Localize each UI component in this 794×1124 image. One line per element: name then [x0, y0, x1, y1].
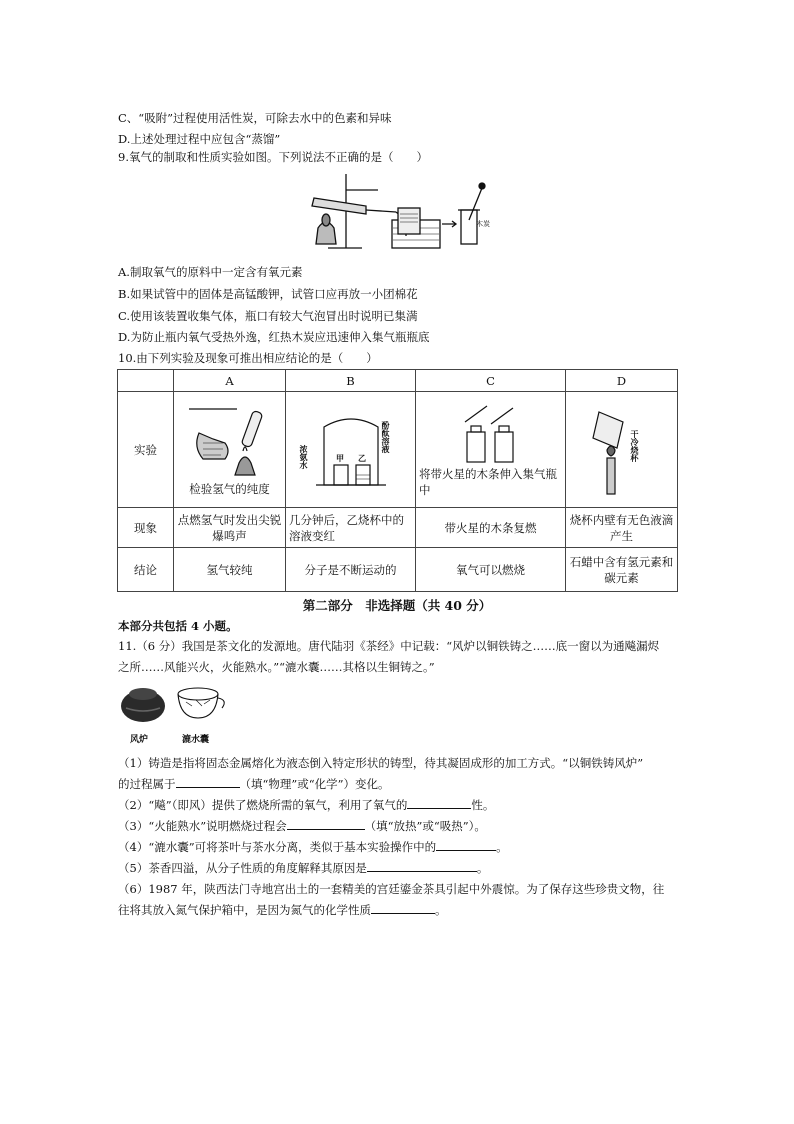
conclusion-a: 氢气较纯	[174, 548, 286, 592]
oxygen-apparatus-figure	[296, 168, 492, 256]
q11-sub4	[118, 839, 508, 855]
q11-sub6-text-b: 。	[435, 903, 447, 917]
charcoal-label: 木炭	[476, 220, 490, 228]
table-row-conclusion	[118, 548, 678, 592]
label-conc-ammonia: 浓氨水	[298, 444, 309, 469]
part2-intro: 本部分共包括 4 小题。	[118, 619, 238, 633]
conclusion-c: 氧气可以燃烧	[416, 548, 566, 592]
wind-furnace-image	[118, 684, 168, 724]
ammonia-diffusion-figure	[296, 405, 406, 495]
row-label-phenomenon: 现象	[118, 508, 174, 548]
label-yi: 乙	[357, 452, 366, 463]
row-label-experiment: 实验	[118, 392, 174, 508]
q11-sub1-text-b: （填“物理”或“化学”）变化。	[239, 777, 390, 791]
q11-sub3-answer-blank[interactable]	[287, 818, 365, 830]
header-c: C	[416, 370, 566, 392]
q11-sub1-text-a: 的过程属于	[118, 777, 176, 791]
q11-sub5-text-a: （5）茶香四溢，从分子性质的角度解释其原因是	[118, 861, 367, 875]
label-dry-cold-beaker: 干冷烧杯	[629, 429, 640, 462]
q11-sub5-answer-blank[interactable]	[367, 860, 477, 872]
q9-option-d: D.为防止瓶内氧气受热外逸，红热木炭应迅速伸入集气瓶瓶底	[118, 330, 430, 344]
header-d: D	[566, 370, 678, 392]
q8-option-d: D.上述处理过程中应包含“蒸馏”	[118, 132, 281, 146]
q11-sub6-answer-blank[interactable]	[371, 902, 435, 914]
water-filter-bag-image	[172, 684, 228, 724]
experiment-a	[174, 392, 286, 508]
hydrogen-purity-test-figure	[185, 403, 275, 481]
q11-sub1-line1: （1）铸造是指将固态金属熔化为液态倒入特定形状的铸型，待其凝固成形的加工方式。“以铜铁铸风炉”	[118, 756, 644, 770]
q11-sub3-text-b: （填“放热”或“吸热”）。	[364, 819, 486, 833]
experiment-a-caption: 检验氢气的纯度	[189, 481, 270, 496]
q11-sub3	[118, 818, 486, 834]
q11-sub3-text-a: （3）“火能熟水”说明燃烧过程会	[118, 819, 287, 833]
phenomenon-b: 几分钟后，乙烧杯中的溶液变红	[286, 508, 416, 548]
q9-option-c: C.使用该装置收集气体，瓶口有较大气泡冒出时说明已集满	[118, 309, 418, 323]
experiment-c	[416, 392, 566, 508]
caption-wind-furnace: 风炉	[130, 735, 149, 745]
q11-sub2-text-a: （2）“飚”（即风）提供了燃烧所需的氧气，利用了氧气的	[118, 798, 408, 812]
q10-experiment-table	[117, 369, 678, 592]
table-row-phenomenon	[118, 508, 678, 548]
phenomenon-d: 烧杯内壁有无色液滴产生	[566, 508, 678, 548]
header-a: A	[174, 370, 286, 392]
q9-option-b: B.如果试管中的固体是高锰酸钾，试管口应再放一小团棉花	[118, 287, 418, 301]
q11-sub6-line2	[118, 902, 447, 918]
q11-stem-line2: 之所……风能兴火，火能熟水。”“漉水囊……其格以生铜铸之。”	[118, 660, 435, 674]
gas-jars-splint-figure	[441, 402, 541, 466]
experiment-c-caption: 将带火星的木条伸入集气瓶中	[419, 466, 557, 497]
q10-stem: 10.由下列实验及现象可推出相应结论的是（ ）	[118, 351, 378, 365]
q11-sub4-text-b: 。	[496, 840, 508, 854]
label-phenolphthalein: 酚酞溶液	[380, 420, 391, 453]
q11-sub4-text-a: （4）“漉水囊”可将茶叶与茶水分离，类似于基本实验操作中的	[118, 840, 437, 854]
q11-sub2	[118, 797, 494, 813]
q11-sub2-answer-blank[interactable]	[407, 797, 471, 809]
phenomenon-a: 点燃氢气时发出尖锐爆鸣声	[174, 508, 286, 548]
conclusion-d: 石蜡中含有氢元素和碳元素	[566, 548, 678, 592]
q11-sub6-text-a: 往将其放入氮气保护箱中，是因为氮气的化学性质	[118, 903, 371, 917]
q11-sub2-text-b: 性。	[471, 798, 495, 812]
experiment-d	[566, 392, 678, 508]
q9-option-a: A.制取氧气的原料中一定含有氧元素	[118, 265, 303, 279]
q11-sub5	[118, 860, 488, 876]
q9-stem: 9.氧气的制取和性质实验如图。下列说法不正确的是（ ）	[118, 150, 428, 164]
q11-sub4-answer-blank[interactable]	[436, 839, 496, 851]
row-label-conclusion: 结论	[118, 548, 174, 592]
q8-option-c: C、“吸附”过程使用活性炭，可除去水中的色素和异味	[118, 111, 392, 125]
q11-sub1-answer-blank[interactable]	[176, 776, 240, 788]
q11-sub5-text-b: 。	[476, 861, 489, 875]
experiment-b	[286, 392, 416, 508]
conclusion-b: 分子是不断运动的	[286, 548, 416, 592]
part2-heading: 第二部分 非选择题（共 40 分）	[302, 598, 492, 613]
q11-stem-line1: 11.（6 分）我国是茶文化的发源地。唐代陆羽《茶经》中记载：“风炉以铜铁铸之……底一窗以为通飚漏烬	[118, 639, 660, 653]
table-row-experiment	[118, 392, 678, 508]
header-b: B	[286, 370, 416, 392]
table-header-row	[118, 370, 678, 392]
caption-water-filter-bag: 漉水囊	[182, 735, 210, 745]
candle-beaker-figure	[577, 402, 667, 498]
header-empty	[118, 370, 174, 392]
phenomenon-c: 带火星的木条复燃	[416, 508, 566, 548]
label-jia: 甲	[335, 452, 344, 463]
q11-sub1-line2	[118, 776, 390, 792]
q11-sub6-line1: （6）1987 年，陕西法门寺地宫出土的一套精美的宫廷鎏金茶具引起中外震惊。为了保存这些珍贵文物，往	[118, 882, 665, 896]
